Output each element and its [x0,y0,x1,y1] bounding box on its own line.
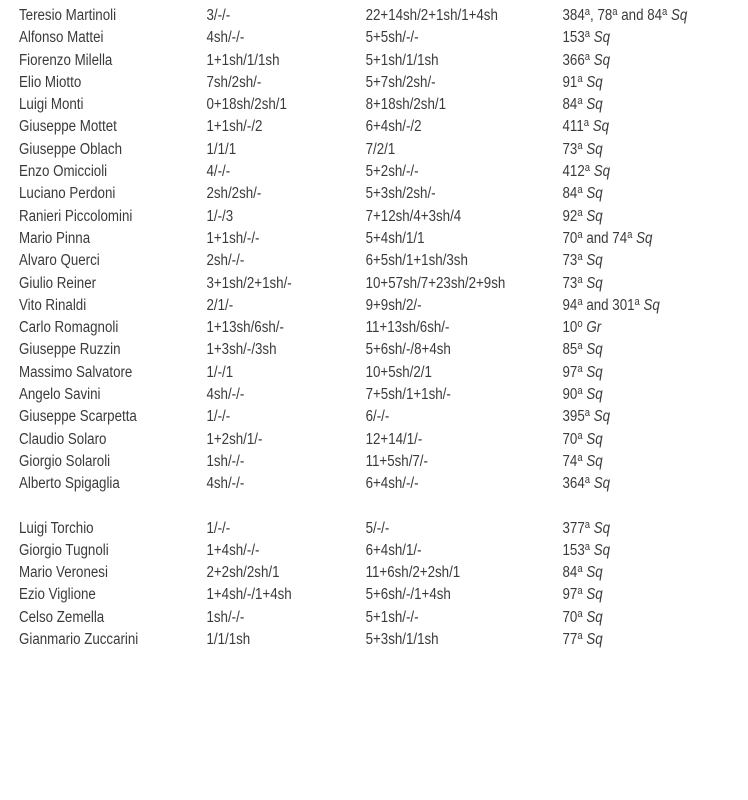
victories-first-column: 1+4sh/-/- [206,541,260,559]
victories-total-column: 5+2sh/-/- [365,163,419,181]
unit-number: 84 [562,96,578,114]
unit-cell [563,406,611,428]
unit-type: Sq [586,631,603,649]
unit-type: Sq [586,564,603,582]
ordinal-suffix: a [577,585,583,598]
unit-number: 73 [562,252,578,270]
unit-type: Sq [586,207,603,225]
ordinal-suffix: a [577,251,583,264]
unit-type: Gr [586,319,602,337]
unit-type: Sq [643,296,660,314]
pilot-name: Giuseppe Mottet [19,118,117,136]
unit-number: 70 [562,430,578,448]
unit-number: 10 [562,319,578,337]
victories-first-column: 1/-/- [206,408,231,426]
ordinal-suffix: a [577,429,583,442]
unit-type: Sq [586,140,603,158]
unit-type: Sq [586,586,603,604]
victories-first-column: 4sh/-/- [206,475,245,493]
ordinal-suffix: a [584,6,591,18]
unit-cell [563,295,660,317]
victories-total-column: 5+5sh/-/- [365,29,419,47]
victories-first-column: 2/1/- [206,296,234,314]
pilot-name: Fiorenzo Milella [19,51,113,69]
unit-number: 85 [562,341,578,359]
unit-type: Sq [586,185,603,203]
pilot-name: Angelo Savini [19,386,101,404]
pilot-name: Giulio Reiner [19,274,97,292]
unit-type: Sq [586,608,603,626]
pilot-name: Giorgio Tugnoli [19,541,109,559]
ordinal-suffix: a [577,563,583,576]
unit-cell [563,183,603,205]
unit-number: 384 [562,7,585,24]
ordinal-suffix: a [577,95,583,108]
unit-number: 84 [647,7,663,24]
unit-number: 364 [562,475,585,493]
victories-first-column: 4/-/- [206,163,231,181]
unit-cell [563,317,602,339]
pilot-name: Claudio Solaro [19,430,107,448]
unit-cell [563,362,603,384]
victories-first-column: 1+1sh/1/1sh [206,51,280,69]
ordinal-suffix: a [577,295,583,308]
unit-type: Sq [671,7,688,24]
unit-cell [563,607,603,629]
unit-cell [563,473,611,495]
victories-total-column: 11+5sh/7/- [365,452,428,470]
unit-cell [563,451,603,473]
unit-type: Sq [586,341,603,359]
victories-first-column: 1+3sh/-/3sh [206,341,277,359]
unit-cell [563,562,603,584]
victories-first-column: 1/-/- [206,519,231,537]
unit-type: Sq [636,229,653,247]
unit-type: Sq [592,118,610,136]
ordinal-suffix: a [584,162,591,175]
unit-number: 70 [562,229,578,247]
unit-number: 74 [562,452,578,470]
pilot-name: Carlo Romagnoli [19,319,119,337]
victories-first-column: 1+1sh/-/2 [206,118,263,136]
unit-type: Sq [586,363,603,381]
unit-type: Sq [586,452,603,470]
ordinal-suffix: a [577,72,583,85]
victories-total-column: 10+5sh/2/1 [365,363,432,381]
unit-number: 77 [562,631,578,649]
unit-number: 73 [562,140,578,158]
unit-cell [563,139,603,161]
victories-total-column: 5+4sh/1/1 [365,229,425,247]
ordinal-suffix: a [577,139,583,152]
unit-type: Sq [593,541,611,559]
unit-type: Sq [586,96,603,114]
unit-cell [563,273,603,295]
ordinal-suffix: a [584,407,591,420]
unit-number: 301 [612,296,635,314]
unit-number: 153 [562,29,585,47]
unit-cell [563,228,653,250]
victories-first-column: 4sh/-/- [206,29,245,47]
victories-first-column: 1+13sh/6sh/- [206,319,284,337]
unit-separator: , [590,7,598,24]
pilot-name: Celso Zemella [19,608,105,626]
victories-first-column: 0+18sh/2sh/1 [206,96,287,114]
victories-total-column: 6+4sh/-/- [365,475,419,493]
victories-total-column: 11+6sh/2+2sh/1 [365,564,461,582]
unit-type: Sq [586,73,603,91]
victories-first-column: 1/-/3 [206,207,234,225]
ordinal-suffix: a [577,228,583,241]
pilot-name: Gianmario Zuccarini [19,631,139,649]
unit-cell [563,429,603,451]
ordinal-suffix: a [584,50,591,63]
victories-first-column: 4sh/-/- [206,386,245,404]
victories-total-column: 8+18sh/2sh/1 [365,96,447,114]
victories-first-column: 1+4sh/-/1+4sh [206,586,292,604]
ordinal-suffix: a [577,184,583,197]
victories-total-column: 11+13sh/6sh/- [365,319,450,337]
victories-total-column: 5/-/- [365,519,390,537]
unit-number: 412 [562,163,585,181]
unit-type: Sq [593,408,611,426]
victories-first-column: 1/1/1sh [206,631,251,649]
unit-number: 91 [562,73,578,91]
unit-number: 366 [562,51,585,69]
unit-cell [563,94,603,116]
victories-first-column: 2sh/2sh/- [206,185,262,203]
ordinal-suffix: a [583,117,590,130]
unit-number: 97 [562,586,578,604]
victories-first-column: 1+1sh/-/- [206,229,260,247]
unit-number: 153 [562,541,585,559]
unit-type: Sq [586,386,603,404]
pilot-name: Luigi Torchio [19,519,94,537]
victories-first-column: 1/1/1 [206,140,237,158]
victories-total-column: 12+14/1/- [365,430,423,448]
victories-total-column: 6/-/- [365,408,390,426]
unit-type: Sq [593,51,611,69]
unit-cell [563,27,611,49]
victories-first-column: 3/-/- [206,7,231,24]
victories-total-column: 22+14sh/2+1sh/1+4sh [365,7,498,24]
pilot-name: Giuseppe Oblach [19,140,123,158]
pilot-name: Alvaro Querci [19,252,100,270]
victories-total-column: 5+3sh/1/1sh [365,631,439,649]
unit-cell [563,629,603,651]
unit-cell [563,72,603,94]
pilot-name: Giuseppe Ruzzin [19,341,121,359]
victories-first-column: 3+1sh/2+1sh/- [206,274,292,292]
victories-total-column: 7+12sh/4+3sh/4 [365,207,462,225]
pilot-name: Alfonso Mattei [19,29,104,47]
victories-total-column: 10+57sh/7+23sh/2+9sh [365,274,506,292]
ordinal-suffix: a [584,540,591,553]
ordinal-suffix: a [577,273,583,286]
ordinal-suffix: a [577,607,583,620]
pilot-name: Massimo Salvatore [19,363,133,381]
unit-number: 395 [562,408,585,426]
ordinal-suffix: a [577,340,583,353]
pilot-name: Alberto Spigaglia [19,475,120,493]
pilot-name: Ranieri Piccolomini [19,207,133,225]
victories-first-column: 1+2sh/1/- [206,430,263,448]
ordinal-suffix: a [584,474,591,487]
unit-number: 90 [562,386,578,404]
unit-number: 84 [562,185,578,203]
victories-total-column: 6+5sh/1+1sh/3sh [365,252,468,270]
ordinal-suffix: a [577,385,583,398]
unit-cell [563,518,611,540]
unit-type: Sq [593,519,611,537]
unit-number: 70 [562,608,578,626]
ordinal-suffix: a [577,362,583,375]
unit-cell [563,5,688,27]
unit-type: Sq [593,475,611,493]
unit-cell [563,339,603,361]
ordinal-suffix: a [577,451,583,464]
victories-first-column: 1sh/-/- [206,608,245,626]
ordinal-suffix: a [577,206,583,219]
victories-first-column: 1/-/1 [206,363,234,381]
unit-separator: and [582,229,613,247]
unit-cell [563,584,603,606]
pilot-name: Enzo Omiccioli [19,163,108,181]
unit-number: 84 [562,564,578,582]
unit-cell [563,206,603,228]
pilot-name: Mario Pinna [19,229,91,247]
ordinal-suffix: a [584,518,591,531]
pilot-name: Giorgio Solaroli [19,452,111,470]
victories-total-column: 5+1sh/1/1sh [365,51,439,69]
pilot-name: Luciano Perdoni [19,185,116,203]
unit-cell [563,540,611,562]
pilot-name: Luigi Monti [19,96,84,114]
victories-total-column: 5+6sh/-/8+4sh [365,341,451,359]
unit-cell [563,384,603,406]
unit-number: 94 [562,296,578,314]
unit-separator: and [617,7,648,24]
victories-total-column: 5+3sh/2sh/- [365,185,436,203]
victories-total-column: 7+5sh/1+1sh/- [365,386,451,404]
unit-number: 377 [562,519,585,537]
unit-number: 73 [562,274,578,292]
ordinal-suffix: a [627,228,633,241]
unit-number: 97 [562,363,578,381]
unit-separator: and [582,296,613,314]
unit-number: 78 [597,7,613,24]
victories-total-column: 9+9sh/2/- [365,296,422,314]
ordinal-suffix: a [577,630,583,643]
pilot-name: Mario Veronesi [19,564,108,582]
victories-total-column: 6+4sh/-/2 [365,118,422,136]
unit-type: Sq [593,163,611,181]
victories-total-column: 5+1sh/-/- [365,608,419,626]
unit-cell [563,116,610,138]
victories-first-column: 7sh/2sh/- [206,73,262,91]
ordinal-suffix: a [634,295,640,308]
victories-total-column: 5+7sh/2sh/- [365,73,436,91]
unit-number: 92 [562,207,578,225]
ordinal-suffix: a [584,28,591,41]
pilot-name: Giuseppe Scarpetta [19,408,137,426]
unit-number: 411 [562,118,584,136]
victories-total-column: 7/2/1 [365,140,396,158]
unit-type: Sq [586,274,603,292]
unit-type: Sq [586,430,603,448]
unit-number: 74 [612,229,628,247]
pilot-name: Elio Miotto [19,73,82,91]
ordinal-suffix: o [577,318,583,331]
victories-first-column: 2+2sh/2sh/1 [206,564,280,582]
victories-total-column: 6+4sh/1/- [365,541,422,559]
pilot-name: Teresio Martinoli [19,7,117,24]
ordinal-suffix: a [662,6,668,18]
unit-cell [563,250,603,272]
pilot-name: Vito Rinaldi [19,296,87,314]
ordinal-suffix: a [612,6,618,18]
pilot-name: Ezio Viglione [19,586,96,604]
victories-total-column: 5+6sh/-/1+4sh [365,586,451,604]
victories-first-column: 2sh/-/- [206,252,245,270]
unit-type: Sq [593,29,611,47]
victories-first-column: 1sh/-/- [206,452,245,470]
unit-cell [563,161,611,183]
unit-cell [563,50,611,72]
unit-type: Sq [586,252,603,270]
